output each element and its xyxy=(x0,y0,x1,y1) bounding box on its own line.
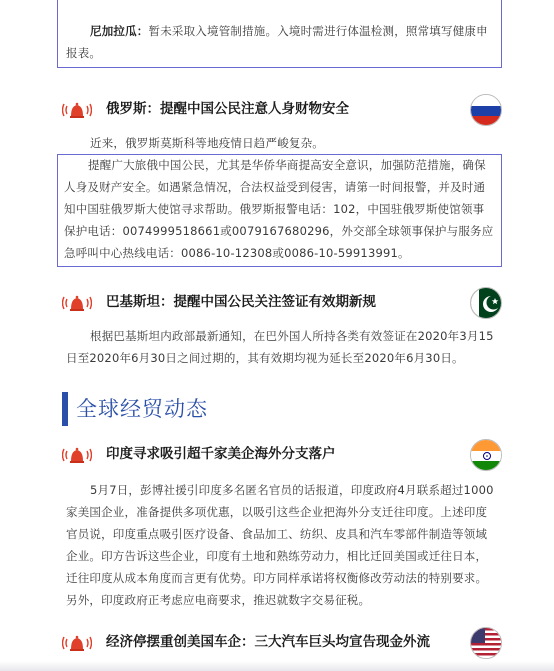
pakistan-text: 根据巴基斯坦内政部最新通知，在巴外国人所持各类有效签证在2020年3月15日至2020年6月30日之间过期的，其有效期均视为延长至2020年6月30日。 xyxy=(66,329,494,365)
india-flag-icon xyxy=(470,439,502,471)
section-title-text: 全球经贸动态 xyxy=(76,397,208,421)
russia-flag-icon xyxy=(470,94,502,126)
india-header xyxy=(62,439,502,471)
bottom-fade xyxy=(0,661,554,671)
section-title-bar xyxy=(62,392,68,426)
pakistan-title: 巴基斯坦：提醒中国公民关注签证有效期新规 xyxy=(106,294,376,310)
russia-intro: 近来，俄罗斯莫斯科等地疫情日趋严峻复杂。 xyxy=(90,136,324,150)
india-text: 5月7日，彭博社援引印度多名匿名官员的话报道，印度政府4月联系超过1000家美国企业，准备提供多项优惠，以吸引这些企业把海外分支迁往印度。上述印度官员说，印度重点吸引医疗设备、食品加工、纺织、皮具和汽车零部件制造等领域企业。印方告诉这些企业，印度有土地和熟练劳动力，相比迁回美国或迁往日本，迁往印度从成本角度而言更有优势。印方同样承诺将权衡修改劳动法的特别要求。另外，印度政府正考虑应电商要求，推迟就数字交易征税。 xyxy=(66,483,494,607)
india-title: 印度寻求吸引超千家美企海外分支落户 xyxy=(106,446,336,462)
pakistan-header xyxy=(62,287,502,319)
russia-notice-text: 提醒广大旅俄中国公民，尤其是华侨华商提高安全意识，加强防范措施，确保人身及财产安全。如遇紧急情况，合法权益受到侵害，请第一时间报警，并及时通知中国驻俄罗斯大使馆寻求帮助。俄罗斯报警电话：102，中国驻俄罗斯使馆领事保护电话：0074999518661或0079167680296，外交部全球领事保护与服务应急呼叫中心热线电话：0086-10-12308或0086-10-59913991。 xyxy=(64,158,494,260)
alarm-bell-icon xyxy=(62,631,92,653)
pakistan-flag-icon xyxy=(470,287,502,319)
nicaragua-label: 尼加拉瓜： xyxy=(90,24,149,38)
russia-header xyxy=(62,94,502,126)
usa-flag-icon xyxy=(470,627,502,659)
usa-header xyxy=(62,627,502,659)
section-title xyxy=(62,392,262,426)
nicaragua-paragraph xyxy=(66,20,496,64)
nicaragua-text: 暂未采取入境管制措施。入境时需进行体温检测，照常填写健康申报表。 xyxy=(66,24,488,60)
usa-title: 经济停摆重创美国车企：三大汽车巨头均宣告现金外流 xyxy=(106,634,430,650)
alarm-bell-icon xyxy=(62,291,92,313)
russia-title: 俄罗斯：提醒中国公民注意人身财物安全 xyxy=(106,101,349,117)
alarm-bell-icon xyxy=(62,98,92,120)
alarm-bell-icon xyxy=(62,443,92,465)
